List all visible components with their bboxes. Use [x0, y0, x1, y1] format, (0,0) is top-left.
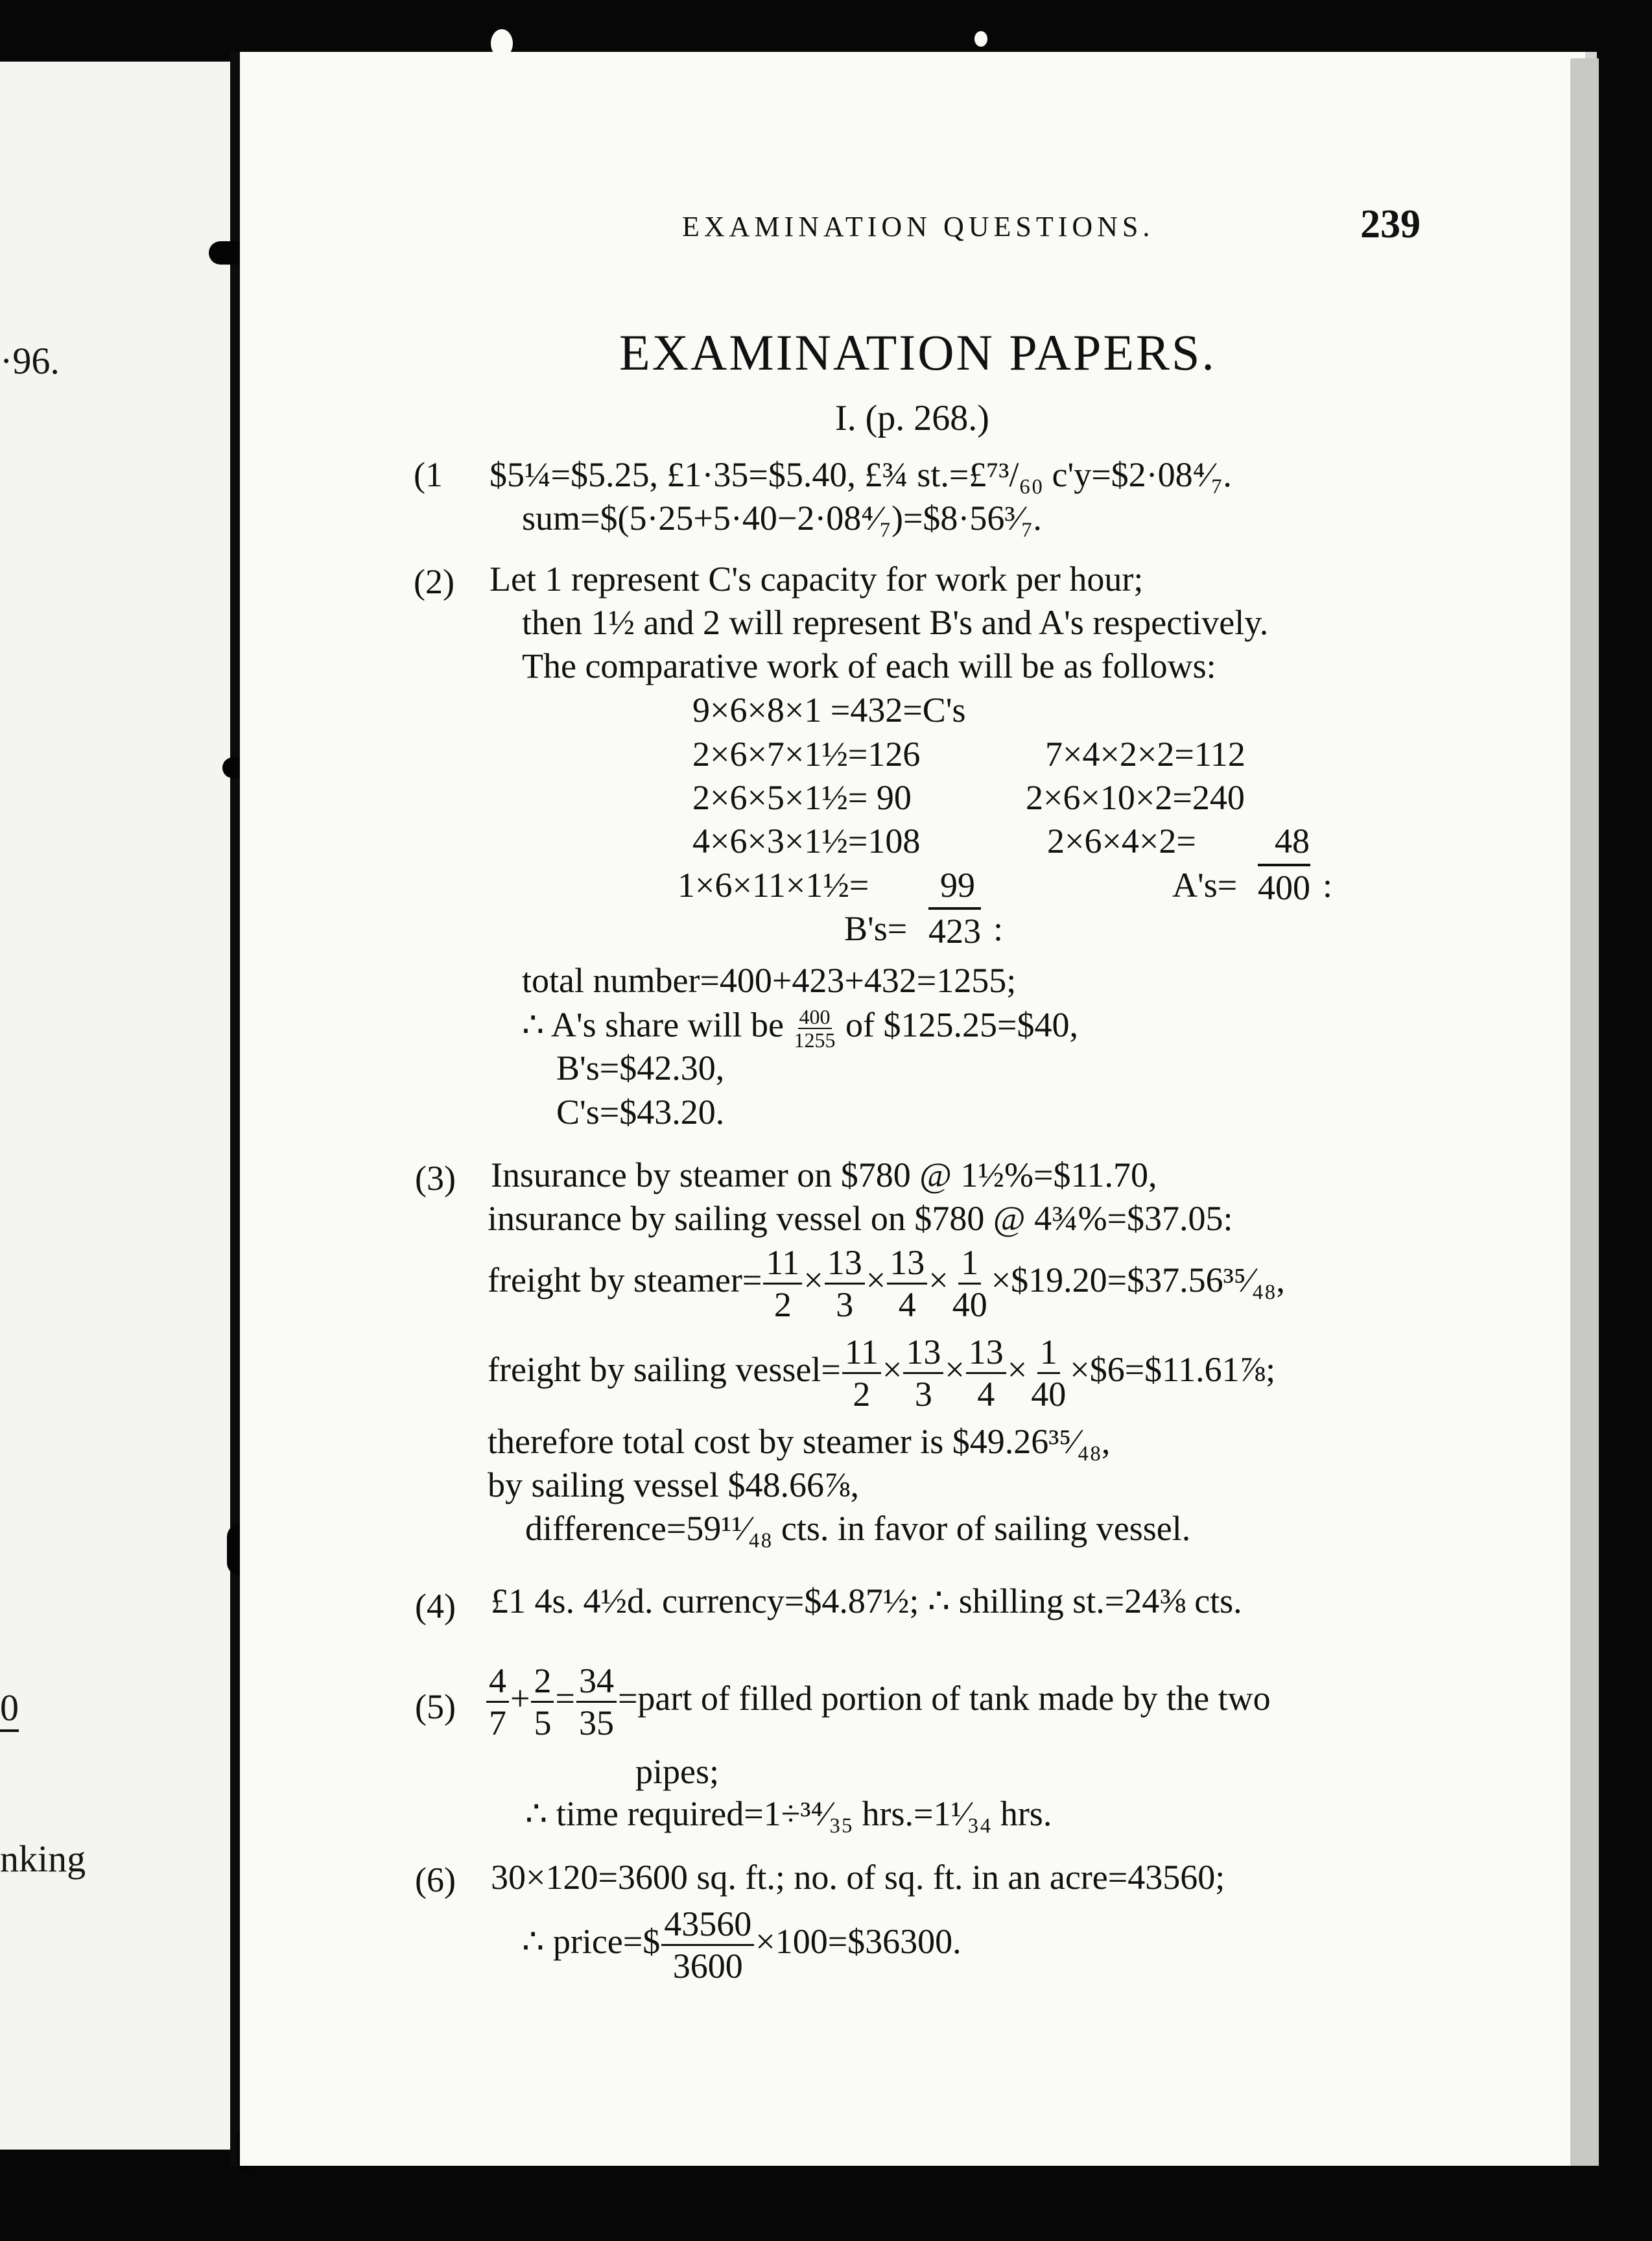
fraction-denominator: 7	[489, 1703, 506, 1742]
solution-line: £1 4s. 4½d. currency=$4.87½; ∴ shilling st.=24⅜ cts.	[491, 1582, 1242, 1620]
solution-line: $5¼=$5.25, £1·35=$5.40, £¾ st.=£⁷³/₆₀ c'y=$2·08⁴⁄₇.	[490, 455, 1232, 494]
fraction-denominator: 4	[898, 1285, 916, 1324]
question-number: (4)	[415, 1587, 456, 1626]
solution-line: sum=$(5·25+5·40−2·08⁴⁄₇)=$8·56³⁄₇.	[522, 499, 1042, 538]
fraction-numerator: 4	[486, 1663, 509, 1703]
page-number: 239	[1360, 202, 1421, 246]
a-total-label: A's=	[1172, 866, 1238, 905]
equals-sign: =	[555, 1678, 575, 1718]
b-work-value: 99	[940, 866, 975, 905]
left-page	[0, 62, 241, 2150]
question-number: (5)	[415, 1687, 456, 1726]
fraction-numerator: 13	[887, 1245, 927, 1285]
fraction-numerator: 13	[825, 1245, 865, 1285]
solution-line: 30×120=3600 sq. ft.; no. of sq. ft. in an acre=43560;	[491, 1858, 1225, 1897]
page-edge-shadow	[1570, 58, 1599, 2166]
solution-line: therefore total cost by steamer is $49.26³⁵⁄₄₈,	[488, 1422, 1111, 1461]
solution-line: Insurance by steamer on $780 @ 1½%=$11.70,	[491, 1156, 1157, 1194]
solution-line: difference=59¹¹⁄₄₈ cts. in favor of sailing vessel.	[525, 1509, 1191, 1548]
solution-text: =part of filled portion of tank made by the two	[617, 1678, 1271, 1718]
paper-hole	[974, 31, 987, 47]
fraction	[887, 1245, 927, 1322]
fraction	[1028, 1334, 1068, 1412]
left-page-fragment: nking	[0, 1838, 86, 1880]
fraction	[576, 1663, 617, 1740]
freight-label: freight by steamer=	[488, 1260, 762, 1299]
section-subtitle: I. (p. 268.)	[835, 398, 989, 438]
solution-line: insurance by sailing vessel on $780 @ 4¾%=$37.05:	[488, 1199, 1233, 1238]
share-suffix: of $125.25=$40,	[845, 1005, 1078, 1045]
fraction	[903, 1334, 943, 1412]
question-number: (6)	[415, 1860, 456, 1899]
fraction-denominator: 4	[977, 1375, 995, 1414]
fraction	[661, 1906, 754, 1984]
fraction-expression	[485, 1663, 1271, 1740]
fraction	[763, 1245, 802, 1322]
price-line	[522, 1906, 962, 1984]
plus-sign: +	[510, 1678, 530, 1718]
b-work-row: 2×6×5×1½= 90	[692, 778, 912, 817]
b-total-label: B's=	[844, 909, 908, 948]
left-page-fragment: ·96.	[0, 340, 60, 382]
solution-line: ∴ time required=1÷³⁴⁄₃₅ hrs.=1¹⁄₃₄ hrs.	[525, 1794, 1052, 1833]
fraction-denominator: 35	[578, 1703, 614, 1742]
work-row: 9×6×8×1 =432=C's	[692, 691, 966, 729]
fraction-numerator: 400	[799, 1005, 831, 1028]
a-work-row: 7×4×2×2=112	[1045, 735, 1245, 774]
fraction-denominator: 2	[853, 1375, 871, 1414]
fraction-denominator: 3600	[672, 1947, 743, 1986]
fraction-numerator: 2	[531, 1663, 554, 1703]
solution-line: pipes;	[635, 1752, 719, 1791]
a-work-row: 2×6×4×2=	[1047, 822, 1196, 860]
fraction-denominator: 2	[773, 1285, 792, 1324]
fraction-numerator: 1	[958, 1245, 981, 1285]
solution-line	[522, 1006, 1078, 1050]
solution-line: B's=$42.30,	[556, 1049, 725, 1087]
solution-line: total number=400+423+432=1255;	[522, 961, 1017, 1000]
colon: :	[1323, 866, 1333, 905]
fraction-denominator: 40	[952, 1285, 987, 1324]
fraction-denominator: 5	[534, 1703, 552, 1742]
b-work-row: 2×6×7×1½=126	[692, 735, 921, 774]
question-number: (3)	[415, 1159, 456, 1198]
paper-hole	[491, 29, 513, 58]
solution-line: The comparative work of each will be as follows:	[522, 646, 1216, 685]
freight-result: ×$19.20=$37.56³⁵⁄₄₈,	[991, 1260, 1285, 1299]
solution-line: then 1½ and 2 will represent B's and A's respectively.	[522, 603, 1269, 642]
a-work-value: 48	[1275, 822, 1310, 860]
fraction-numerator: 13	[966, 1334, 1006, 1374]
colon: :	[993, 909, 1004, 948]
fraction-numerator: 11	[763, 1245, 802, 1285]
b-work-row: 1×6×11×1½=	[678, 866, 869, 905]
a-total-value: 400	[1258, 864, 1310, 905]
freight-steamer-line: freight by steamer= $\frac{11}{2}$ × $\frac{13}{3}$ × $\frac{13}{4}$ × $\frac{1}{40}$ ×$19.20=$37.56³⁵⁄₄₈,	[488, 1243, 1285, 1324]
fraction-numerator: 11	[842, 1334, 881, 1374]
b-work-row: 4×6×3×1½=108	[692, 822, 921, 860]
fraction	[825, 1245, 865, 1322]
share-prefix: ∴ A's share will be	[522, 1005, 785, 1045]
price-result: ×100=$36300.	[755, 1921, 962, 1961]
share-fraction	[793, 1006, 837, 1050]
running-title: EXAMINATION QUESTIONS.	[682, 211, 1155, 243]
solution-line: by sailing vessel $48.66⅞,	[488, 1465, 859, 1504]
price-label: ∴ price=$	[522, 1921, 661, 1961]
solution-line: Let 1 represent C's capacity for work per hour;	[490, 560, 1144, 599]
fraction	[531, 1663, 554, 1740]
left-page-fragment: 0	[0, 1686, 19, 1732]
question-number: (2)	[414, 562, 454, 601]
section-title: EXAMINATION PAPERS.	[619, 324, 1216, 381]
fraction-denominator: 3	[836, 1285, 854, 1324]
fraction-numerator: 34	[576, 1663, 617, 1703]
fraction	[486, 1663, 509, 1740]
fraction-denominator: 40	[1031, 1375, 1067, 1414]
fraction-denominator: 3	[914, 1375, 932, 1414]
fraction-numerator: 13	[903, 1334, 943, 1374]
fraction-denominator: 1255	[794, 1028, 836, 1052]
fraction	[966, 1334, 1006, 1412]
question-number: (1	[414, 455, 443, 494]
fraction	[950, 1245, 990, 1322]
a-work-row: 2×6×10×2=240	[1026, 778, 1245, 817]
freight-label: freight by sailing vessel=	[488, 1349, 841, 1389]
freight-result: ×$6=$11.61⅞;	[1070, 1349, 1276, 1389]
solution-line: C's=$43.20.	[556, 1093, 725, 1132]
b-total-value: 423	[928, 907, 981, 949]
freight-sailing-line: freight by sailing vessel= $\frac{11}{2}$ × $\frac{13}{3}$ × $\frac{13}{4}$ × $\frac{1}{40}$ ×$6=$11.61⅞;	[488, 1333, 1276, 1414]
fraction-numerator: 43560	[661, 1906, 754, 1946]
fraction-numerator: 1	[1037, 1334, 1060, 1374]
fraction	[842, 1334, 881, 1412]
